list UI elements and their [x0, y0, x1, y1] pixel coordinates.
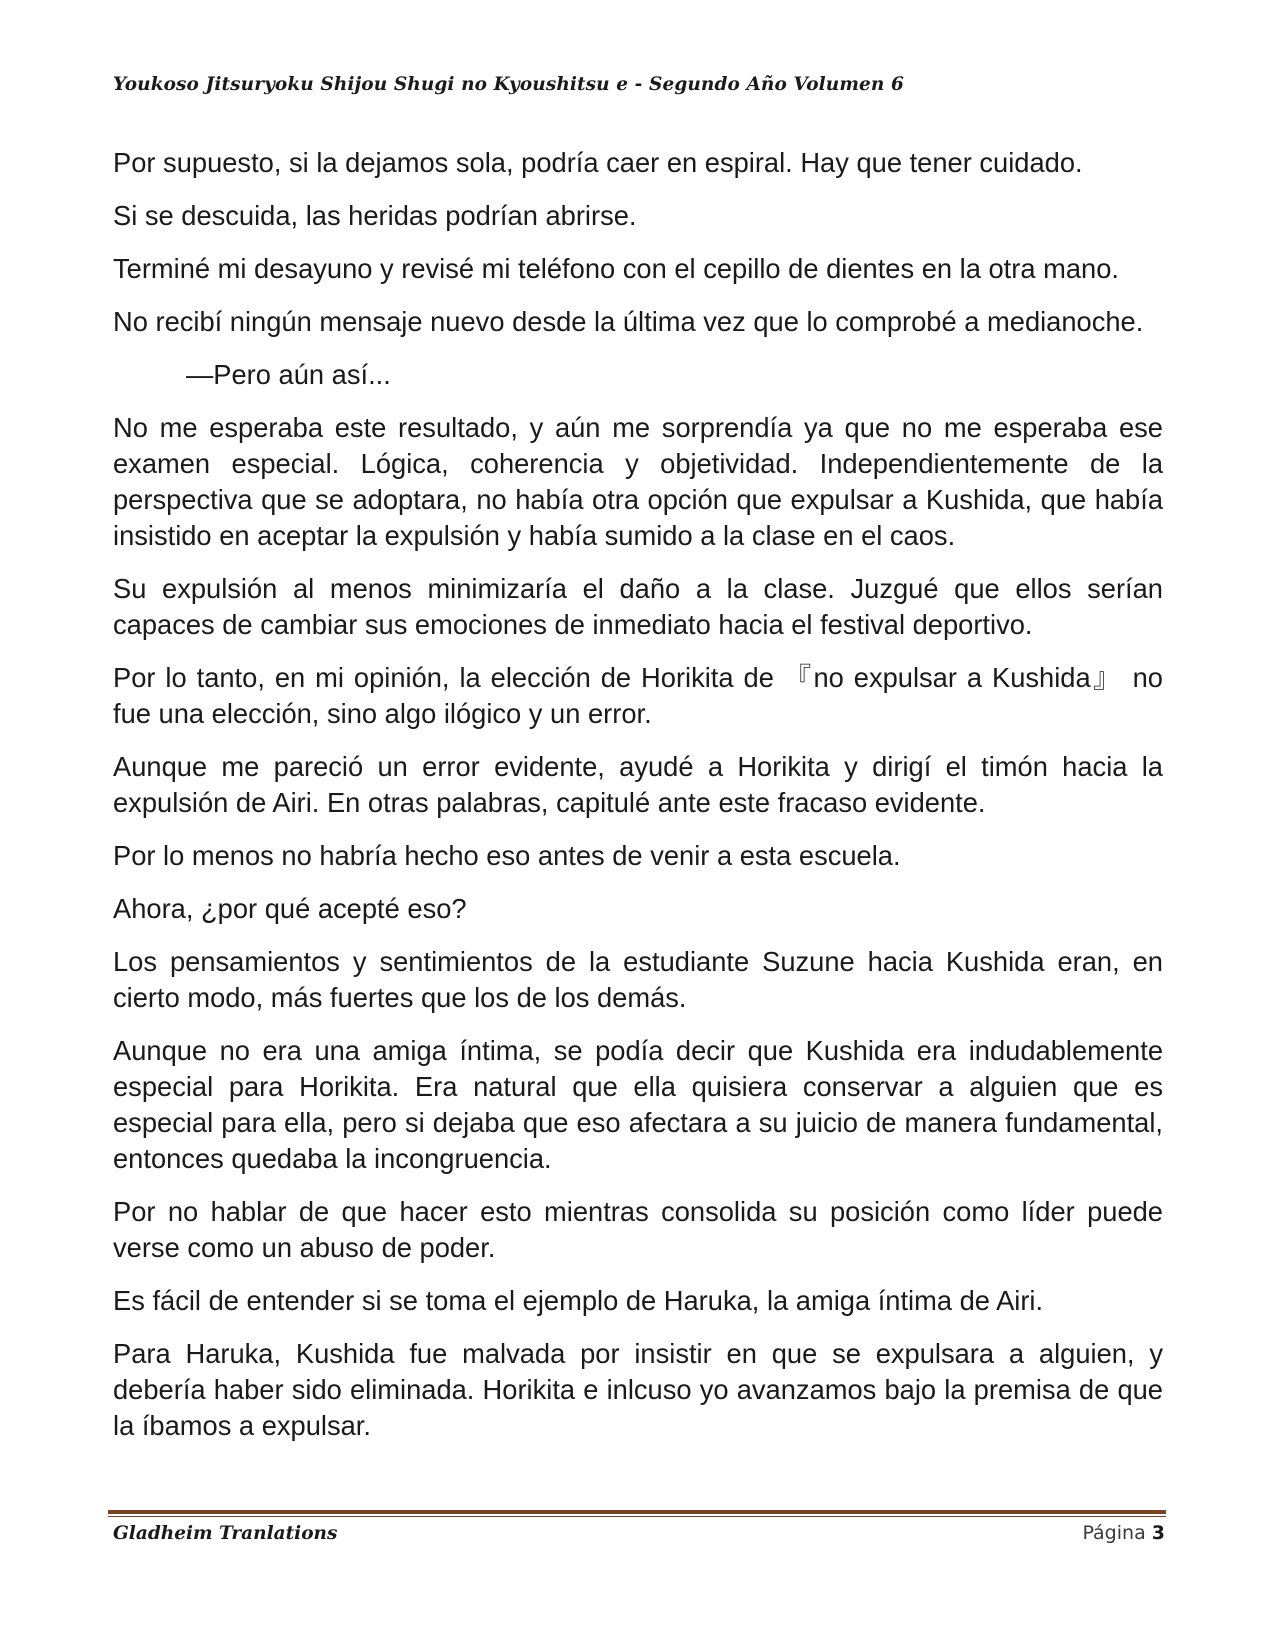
- paragraph: —Pero aún así...: [186, 359, 391, 390]
- footer-credit: Gladheim Tranlations: [113, 1523, 338, 1544]
- paragraph: Aunque no era una amiga íntima, se podía decir que Kushida era indudablemente especial para Horikita. Era natural que ella quisiera conservar a alguien que es especial para ella, pero si dejaba que eso afectara a su juicio de manera fundamental, entonces quedaba la incongruencia.: [113, 1035, 1163, 1174]
- paragraph: Aunque me pareció un error evidente, ayudé a Horikita y dirigí el timón hacia la expulsión de Airi. En otras palabras, capitulé ante este fracaso evidente.: [113, 751, 1163, 818]
- paragraph: No me esperaba este resultado, y aún me sorprendía ya que no me esperaba ese examen especial. Lógica, coherencia y objetividad. Independientemente de la perspectiva que se adoptara, no había otra opción que expulsar a Kushida, que había insistido en aceptar la expulsión y había sumido a la clase en el caos.: [113, 412, 1163, 551]
- paragraph: Ahora, ¿por qué acepté eso?: [113, 893, 467, 924]
- page-number: [1082, 1522, 1165, 1544]
- paragraph: Terminé mi desayuno y revisé mi teléfono con el cepillo de dientes en la otra mano.: [113, 253, 1119, 284]
- footer-divider-thick: [108, 1510, 1166, 1514]
- paragraph: Para Haruka, Kushida fue malvada por insistir en que se expulsara a alguien, y debería haber sido eliminada. Horikita e inlcuso yo avanzamos bajo la premisa de que la íbamos a expulsar.: [113, 1338, 1163, 1441]
- paragraph: No recibí ningún mensaje nuevo desde la última vez que lo comprobé a medianoche.: [113, 306, 1144, 337]
- paragraph: Por no hablar de que hacer esto mientras consolida su posición como líder puede verse como un abuso de poder.: [113, 1196, 1163, 1263]
- paragraph: Los pensamientos y sentimientos de la estudiante Suzune hacia Kushida eran, en cierto modo, más fuertes que los de los demás.: [113, 946, 1163, 1013]
- page-label: Página: [1082, 1522, 1146, 1544]
- page-header-title: Youkoso Jitsuryoku Shijou Shugi no Kyoushitsu e - Segundo Año Volumen 6: [113, 74, 904, 95]
- paragraph: Por lo menos no habría hecho eso antes de venir a esta escuela.: [113, 840, 901, 871]
- paragraph: Por lo tanto, en mi opinión, la elección de Horikita de 『no expulsar a Kushida』 no fue una elección, sino algo ilógico y un error.: [113, 662, 1163, 729]
- paragraph: Su expulsión al menos minimizaría el daño a la clase. Juzgué que ellos serían capaces de cambiar sus emociones de inmediato hacia el festival deportivo.: [113, 573, 1163, 640]
- body-text: [113, 145, 1163, 1461]
- footer-divider: [108, 1510, 1166, 1517]
- paragraph: Si se descuida, las heridas podrían abrirse.: [113, 200, 637, 231]
- footer-divider-thin: [108, 1516, 1166, 1517]
- paragraph: Por supuesto, si la dejamos sola, podría caer en espiral. Hay que tener cuidado.: [113, 147, 1083, 178]
- paragraph: Es fácil de entender si se toma el ejemplo de Haruka, la amiga íntima de Airi.: [113, 1285, 1044, 1316]
- page-number-value: 3: [1151, 1522, 1165, 1544]
